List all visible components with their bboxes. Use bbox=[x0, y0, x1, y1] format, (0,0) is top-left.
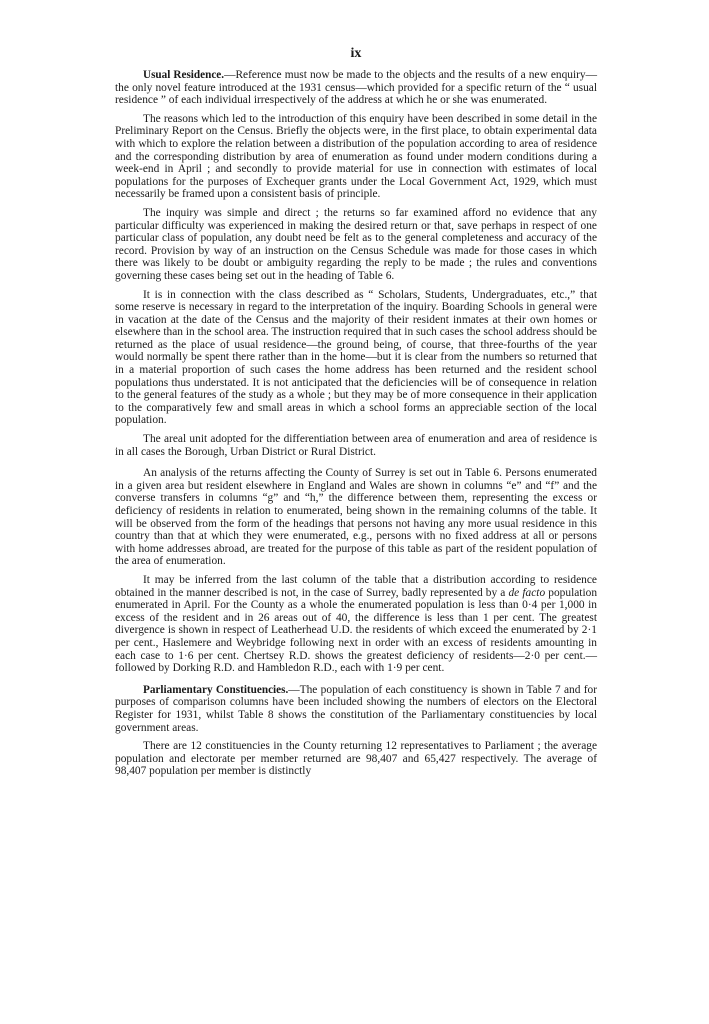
paragraph-text: population enumerated in April. For the County as a whole the enumerated population is less than 0·4 per 1,000 in excess of the resident and in 26 areas out of 40, the difference is less than 1 per cent. The greatest divergence is shown in respect of Leatherhead U.D. the residents of which exceed the enumerated by 2·1 per cent., Haslemere and Weybridge following next in order with an excess of residents amounting in each case to 1·6 per cent. Chertsey R.D. shows the greatest deficiency of residents—2·0 per cent.—followed by Dorking R.D. and Hambledon R.D., each with 1·9 per cent. bbox=[115, 586, 598, 675]
page-number: ix bbox=[350, 46, 362, 61]
paragraph-reasons: The reasons which led to the introduction of this enquiry have been described in some detail in the Preliminary Report on the Census. Briefly the objects were, in the first place, to obtain experimental data with which to explore the relation between a distribution of the population according to area of residence and the corresponding distribution by area of enumeration as found under modern conditions during a week-end in April ; and secondly to provide material for use in connection with estimates of local populations for the purposes of Exchequer grants under the Local Government Act, 1929, which must necessarily be framed upon a consistent basis of principle. bbox=[115, 112, 597, 201]
italic-term: de facto bbox=[508, 586, 546, 599]
paragraph-areal-unit: The areal unit adopted for the differentiation between area of enumeration and area of residence is in all cases the Borough, Urban District or Rural District. bbox=[115, 433, 597, 458]
paragraph-constituency-count: There are 12 constituencies in the County returning 12 representatives to Parliament ; the average population and electorate per member returned are 98,407 and 65,427 respectively. The average of 98,407 population per member is distinctly bbox=[115, 740, 597, 778]
paragraph-text: —Reference must now be made to the objects and the results of a new enquiry—the only novel feature introduced at the 1931 census—which provided for a specific return of the “ usual residence ” of each individual irrespectively of the address at which he or she was enumerated. bbox=[115, 69, 597, 107]
section-heading-parliamentary-constituencies: Parliamentary Constituencies. bbox=[143, 683, 289, 696]
paragraph-usual-residence bbox=[115, 69, 597, 107]
paragraph-inquiry: The inquiry was simple and direct ; the returns so far examined afford no evidence that any particular difficulty was experienced in making the desired return or that, save perhaps in respect of one particular class of population, any doubt need be felt as to the general completeness and accuracy of the record. Provision by way of an instruction on the Census Schedule was made for those cases in which there was likely to be doubt or ambiguity regarding the reply to be made ; the rules and conventions governing these cases being set out in the heading of Table 6. bbox=[115, 206, 597, 282]
paragraph-inference bbox=[115, 574, 597, 675]
paragraph-surrey-analysis: An analysis of the returns affecting the County of Surrey is set out in Table 6. Persons enumerated in a given area but resident elsewhere in England and Wales are shown in columns “e” and “f” and the converse transfers in columns “g” and “h,” the difference between them, representing the excess or deficiency of residents in relation to enumerated, being shown in the remaining columns of the table. It will be observed from the form of the headings that persons not having any more usual residence in this country than that at which they were enumerated, e.g., persons with no fixed address at all or persons with home addresses abroad, are treated for the purpose of this table as part of the resident population of the area of enumeration. bbox=[115, 467, 597, 568]
paragraph-scholars: It is in connection with the class described as “ Scholars, Students, Undergraduates, etc.,” that some reserve is necessary in regard to the interpretation of the inquiry. Boarding Schools in general were in vacation at the date of the Census and the majority of their resident inmates at their own homes or elsewhere than in the school area. The instruction required that in such cases the school address should be returned as the place of usual residence—the ground being, of course, that three-fourths of the year would normally be spent there rather than in the home—but it is clear from the numbers so returned that in a material proportion of such cases the home address has been returned and the resident school populations thus understated. It is not anticipated that the deficiencies will be of consequence in relation to the general features of the study as a whole ; but they may be of more consequence in their application to the comparatively few and small areas in which a school forms an appreciable section of the local population. bbox=[115, 288, 597, 427]
paragraph-text: It may be inferred from the last column of the table that a distribution according to residence obtained in the manner described is not, in the case of Surrey, badly represented by a bbox=[115, 573, 597, 599]
paragraph-text: —The population of each constituency is shown in Table 7 and for purposes of comparison columns have been included showing the numbers of electors on the Electoral Register for 1931, whilst Table 8 shows the constitution of the Parliamentary constituencies by local government areas. bbox=[115, 683, 597, 734]
paragraph-parliamentary-constituencies bbox=[115, 684, 597, 734]
section-heading-usual-residence: Usual Residence. bbox=[143, 69, 225, 81]
